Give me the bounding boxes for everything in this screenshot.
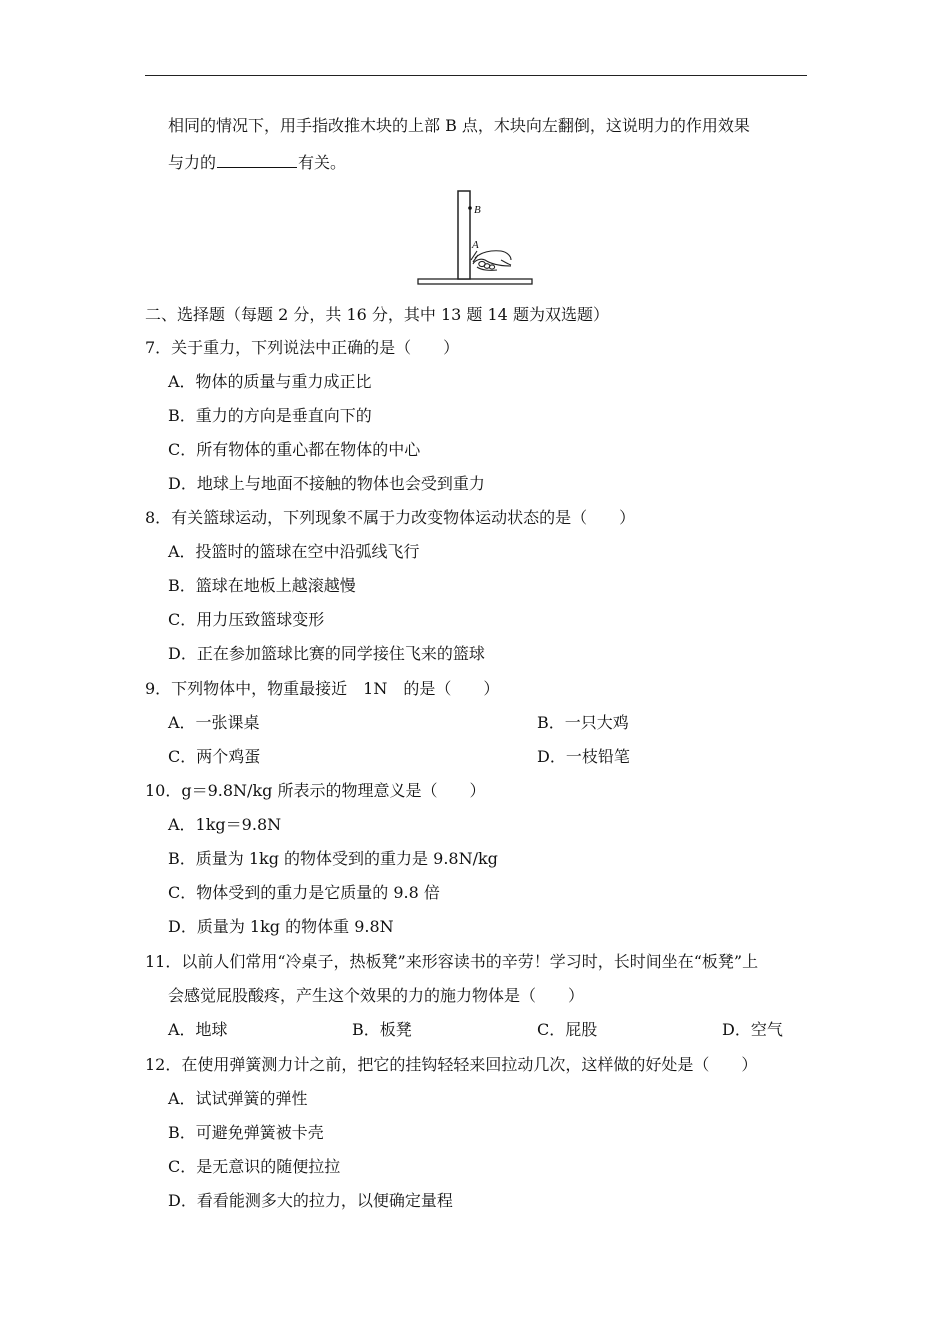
- continuation-line-2-prefix: 与力的: [168, 153, 217, 172]
- q10-option-a[interactable]: A．1kg＝9.8N: [168, 815, 282, 834]
- q7-option-d[interactable]: D．地球上与地面不接触的物体也会受到重力: [168, 474, 485, 493]
- hand-icon: [471, 251, 511, 271]
- point-a-label: A: [472, 239, 479, 251]
- q8-option-a[interactable]: A．投篮时的篮球在空中沿弧线飞行: [168, 542, 420, 561]
- q12-option-d[interactable]: D．看看能测多大的拉力，以便确定量程: [168, 1191, 453, 1210]
- q8-option-d[interactable]: D．正在参加篮球比赛的同学接住飞来的篮球: [168, 644, 485, 663]
- q11-option-a[interactable]: A．地球: [168, 1020, 228, 1039]
- q12-stem: 12．在使用弹簧测力计之前，把它的挂钩轻轻来回拉动几次，这样做的好处是（ ）: [145, 1055, 758, 1074]
- answer-blank[interactable]: [217, 151, 297, 168]
- point-b-label: B: [474, 204, 481, 216]
- q11-option-d[interactable]: D．空气: [722, 1020, 783, 1039]
- section-2-heading: 二、选择题（每题 2 分，共 16 分，其中 13 题 14 题为双选题）: [145, 305, 609, 324]
- q12-option-a[interactable]: A．试试弹簧的弹性: [168, 1089, 308, 1108]
- header-rule: [145, 75, 807, 76]
- point-b-marker: [468, 206, 472, 210]
- table-surface: [418, 279, 532, 284]
- q12-option-c[interactable]: C．是无意识的随便拉拉: [168, 1157, 341, 1176]
- q8-option-c[interactable]: C．用力压致篮球变形: [168, 610, 325, 629]
- continuation-line-2-suffix: 有关。: [298, 153, 347, 172]
- wood-block: [458, 191, 470, 279]
- wood-block-figure: [415, 186, 535, 290]
- q7-option-a[interactable]: A．物体的质量与重力成正比: [168, 372, 372, 391]
- wood-block-diagram: [415, 186, 535, 290]
- q7-stem: 7．关于重力，下列说法中正确的是（ ）: [145, 338, 460, 357]
- q10-option-b[interactable]: B．质量为 1kg 的物体受到的重力是 9.8N/kg: [168, 849, 498, 868]
- q9-option-a[interactable]: A．一张课桌: [168, 713, 260, 732]
- q10-stem: 10．g＝9.8N/kg 所表示的物理意义是（ ）: [145, 781, 486, 800]
- continuation-line-2: [168, 151, 346, 173]
- q8-option-b[interactable]: B．篮球在地板上越滚越慢: [168, 576, 356, 595]
- continuation-line-1: 相同的情况下，用手指改推木块的上部 B 点，木块向左翻倒，这说明力的作用效果: [168, 116, 750, 135]
- q11-option-c[interactable]: C．屁股: [537, 1020, 598, 1039]
- q9-option-c[interactable]: C．两个鸡蛋: [168, 747, 261, 766]
- q11-stem-line-2: 会感觉屁股酸疼，产生这个效果的力的施力物体是（ ）: [168, 986, 585, 1005]
- q10-option-d[interactable]: D．质量为 1kg 的物体重 9.8N: [168, 917, 394, 936]
- q7-option-b[interactable]: B．重力的方向是垂直向下的: [168, 406, 372, 425]
- q9-option-d[interactable]: D．一枝铅笔: [537, 747, 630, 766]
- q9-option-b[interactable]: B．一只大鸡: [537, 713, 629, 732]
- q7-option-c[interactable]: C．所有物体的重心都在物体的中心: [168, 440, 421, 459]
- q10-option-c[interactable]: C．物体受到的重力是它质量的 9.8 倍: [168, 883, 440, 902]
- q9-stem: 9．下列物体中，物重最接近 1N 的是（ ）: [145, 679, 500, 698]
- q11-stem-line-1: 11．以前人们常用“冷桌子，热板凳”来形容读书的辛劳！学习时，长时间坐在“板凳”上: [145, 952, 759, 971]
- q11-option-b[interactable]: B．板凳: [352, 1020, 412, 1039]
- q12-option-b[interactable]: B．可避免弹簧被卡壳: [168, 1123, 324, 1142]
- q8-stem: 8．有关篮球运动，下列现象不属于力改变物体运动状态的是（ ）: [145, 508, 636, 527]
